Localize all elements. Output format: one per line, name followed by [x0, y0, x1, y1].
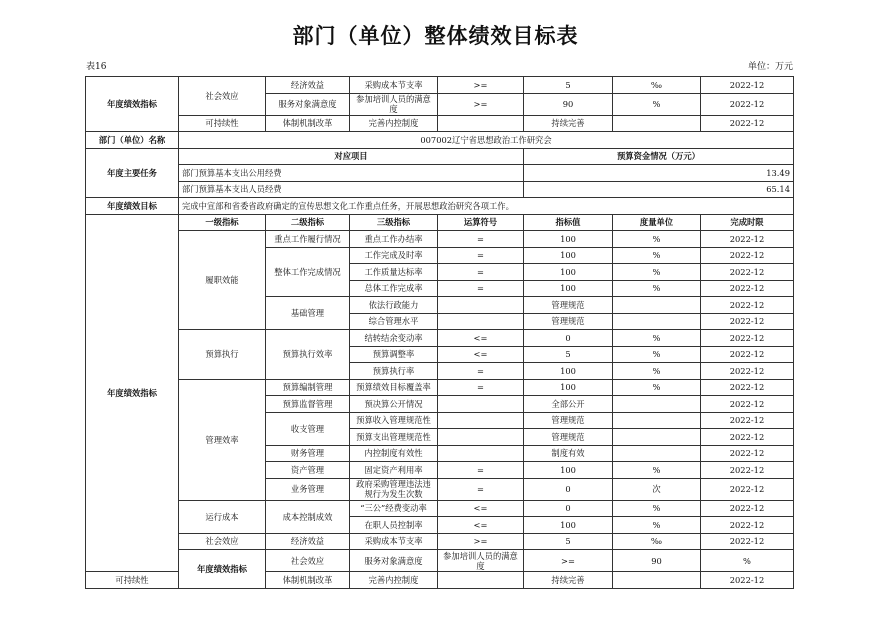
level2-cell: 预算监督管理	[266, 396, 350, 413]
cell: 预算收入管理规范性	[350, 412, 438, 429]
cell: 采购成本节支率	[350, 533, 438, 550]
cell: 参加培训人员的满意度	[438, 550, 524, 572]
cell: 0	[524, 330, 613, 347]
cell: =	[438, 247, 524, 264]
level2-cell: 成本控制成效	[266, 500, 350, 533]
level1-cell: 社会效应	[179, 533, 266, 550]
cell: >=	[438, 533, 524, 550]
cell: 13.49	[524, 165, 794, 182]
cell: 预算绩效目标覆盖率	[350, 379, 438, 396]
cell: 100	[524, 247, 613, 264]
cell: 固定资产利用率	[350, 462, 438, 479]
cell: 管理规范	[524, 297, 613, 314]
cell: 可持续性	[86, 572, 179, 589]
cell: 5	[524, 77, 613, 94]
cell: 工作完成及时率	[350, 247, 438, 264]
cell: 0	[524, 478, 613, 500]
cell: 预算调整率	[350, 346, 438, 363]
level2-cell: 收支管理	[266, 412, 350, 445]
cell: 持续完善	[524, 572, 613, 589]
cell: 2022-12	[701, 346, 794, 363]
cell: %	[613, 264, 701, 281]
cell: 经济效益	[266, 77, 350, 94]
cell: 体制机制改革	[266, 115, 350, 132]
row-label: 部门（单位）名称	[86, 132, 179, 149]
level1-cell: 管理效率	[179, 379, 266, 500]
cell: ‰	[613, 533, 701, 550]
table-row	[86, 231, 794, 248]
cell: 2022-12	[701, 429, 794, 446]
table-row	[86, 148, 794, 165]
cell: 体制机制改革	[266, 572, 350, 589]
cell	[613, 396, 701, 413]
dept-name: 007002辽宁省思想政治工作研究会	[179, 132, 794, 149]
level1-cell: 履职效能	[179, 231, 266, 330]
cell	[438, 445, 524, 462]
cell: <=	[438, 330, 524, 347]
cell: 持续完善	[524, 115, 613, 132]
cell: 5	[524, 346, 613, 363]
cell: 管理规范	[524, 313, 613, 330]
cell: 社会效应	[179, 77, 266, 116]
column-header: 一级指标	[179, 214, 266, 231]
cell: 2022-12	[701, 379, 794, 396]
table-row	[86, 77, 794, 94]
cell	[438, 429, 524, 446]
table-row	[86, 533, 794, 550]
column-header: 二级指标	[266, 214, 350, 231]
cell: 服务对象满意度	[350, 550, 438, 572]
cell: 2022-12	[701, 478, 794, 500]
column-header: 运算符号	[438, 214, 524, 231]
cell: 100	[524, 363, 613, 380]
cell: 内控制度有效性	[350, 445, 438, 462]
cell: 2022-12	[701, 93, 794, 115]
cell: %	[613, 247, 701, 264]
cell: <=	[438, 346, 524, 363]
cell: 社会效应	[266, 550, 350, 572]
cell: >=	[524, 550, 613, 572]
table-row	[86, 132, 794, 149]
cell: >=	[438, 77, 524, 94]
cell: 2022-12	[701, 231, 794, 248]
cell: 2022-12	[701, 462, 794, 479]
cell: 2022-12	[701, 533, 794, 550]
column-header: 三级指标	[350, 214, 438, 231]
cell: 5	[524, 533, 613, 550]
cell: 100	[524, 462, 613, 479]
cell: ‰	[613, 77, 701, 94]
cell: 100	[524, 264, 613, 281]
row-label: 年度绩效指标	[86, 77, 179, 132]
cell: 2022-12	[701, 412, 794, 429]
cell: 在职人员控制率	[350, 517, 438, 534]
table-row	[86, 214, 794, 231]
cell: >=	[438, 93, 524, 115]
level2-cell: 重点工作履行情况	[266, 231, 350, 248]
cell: =	[438, 280, 524, 297]
column-header: 指标值	[524, 214, 613, 231]
cell: 2022-12	[701, 297, 794, 314]
cell: 依法行政能力	[350, 297, 438, 314]
cell: =	[438, 379, 524, 396]
cell: 100	[524, 231, 613, 248]
column-header: 对应项目	[179, 148, 524, 165]
row-label: 年度主要任务	[86, 148, 179, 198]
cell: 90	[524, 93, 613, 115]
level1-cell: 运行成本	[179, 500, 266, 533]
cell	[613, 115, 701, 132]
cell: 工作质量达标率	[350, 264, 438, 281]
cell: %	[613, 500, 701, 517]
cell	[438, 297, 524, 314]
cell: 2022-12	[701, 77, 794, 94]
cell: 完善内控制度	[350, 115, 438, 132]
table-row	[86, 198, 794, 215]
cell: 65.14	[524, 181, 794, 198]
cell: 90	[613, 550, 701, 572]
cell: 2022-12	[701, 445, 794, 462]
table-row	[86, 500, 794, 517]
level2-cell: 经济效益	[266, 533, 350, 550]
level2-cell: 预算执行效率	[266, 330, 350, 380]
column-header: 预算资金情况（万元）	[524, 148, 794, 165]
cell: 次	[613, 478, 701, 500]
cell: 综合管理水平	[350, 313, 438, 330]
cell: 2022-12	[701, 330, 794, 347]
row-label: 年度绩效指标	[179, 550, 266, 589]
level2-cell: 财务管理	[266, 445, 350, 462]
cell: %	[613, 280, 701, 297]
cell: %	[613, 231, 701, 248]
table-number: 表16	[86, 62, 107, 72]
cell: <=	[438, 500, 524, 517]
cell: =	[438, 462, 524, 479]
cell: 制度有效	[524, 445, 613, 462]
cell: =	[438, 231, 524, 248]
performance-table	[85, 76, 794, 589]
cell: 管理规范	[524, 412, 613, 429]
cell	[613, 297, 701, 314]
cell: %	[613, 346, 701, 363]
level2-cell: 业务管理	[266, 478, 350, 500]
cell: =	[438, 478, 524, 500]
cell	[613, 412, 701, 429]
page-title: 部门（单位）整体绩效目标表	[292, 23, 579, 48]
cell: 政府采购管理违法违规行为发生次数	[350, 478, 438, 500]
level2-cell: 预算编制管理	[266, 379, 350, 396]
cell: 2022-12	[701, 396, 794, 413]
cell: %	[613, 517, 701, 534]
cell: %	[613, 330, 701, 347]
cell: %	[613, 462, 701, 479]
row-label: 年度绩效指标	[86, 214, 179, 572]
cell: 2022-12	[701, 572, 794, 589]
cell: 结转结余变动率	[350, 330, 438, 347]
cell: 100	[524, 379, 613, 396]
cell: 全部公开	[524, 396, 613, 413]
cell: 100	[524, 280, 613, 297]
cell: 部门预算基本支出公用经费	[179, 165, 524, 182]
cell: <=	[438, 517, 524, 534]
goal-text: 完成中宣部和省委省政府确定的宣传思想文化工作重点任务，开展思想政治研究各项工作。	[179, 198, 794, 215]
cell: 总体工作完成率	[350, 280, 438, 297]
level2-cell: 资产管理	[266, 462, 350, 479]
cell: 2022-12	[701, 264, 794, 281]
cell: 2022-12	[701, 247, 794, 264]
table-row	[86, 165, 794, 182]
cell	[613, 429, 701, 446]
table-row	[86, 550, 794, 572]
cell: %	[613, 363, 701, 380]
cell: 管理规范	[524, 429, 613, 446]
cell: %	[613, 93, 701, 115]
unit-label: 单位：万元	[747, 62, 793, 72]
cell	[613, 445, 701, 462]
cell: 0	[524, 500, 613, 517]
cell: =	[438, 363, 524, 380]
cell: 2022-12	[701, 280, 794, 297]
cell: 2022-12	[701, 517, 794, 534]
cell	[613, 572, 701, 589]
cell	[438, 313, 524, 330]
cell: 采购成本节支率	[350, 77, 438, 94]
cell: 重点工作办结率	[350, 231, 438, 248]
column-header: 完成时限	[701, 214, 794, 231]
cell: 2022-12	[701, 313, 794, 330]
cell: 参加培训人员的满意度	[350, 93, 438, 115]
level1-cell: 预算执行	[179, 330, 266, 380]
cell: 部门预算基本支出人员经费	[179, 181, 524, 198]
cell	[438, 412, 524, 429]
level2-cell: 基础管理	[266, 297, 350, 330]
cell: 预算执行率	[350, 363, 438, 380]
level2-cell: 整体工作完成情况	[266, 247, 350, 297]
cell: “三公”经费变动率	[350, 500, 438, 517]
cell: 预决算公开情况	[350, 396, 438, 413]
cell: =	[438, 264, 524, 281]
cell: 完善内控制度	[350, 572, 438, 589]
cell: %	[701, 550, 794, 572]
cell	[438, 115, 524, 132]
table-row	[86, 181, 794, 198]
cell	[613, 313, 701, 330]
cell	[438, 572, 524, 589]
cell: 2022-12	[701, 500, 794, 517]
cell: %	[613, 379, 701, 396]
table-row	[86, 330, 794, 347]
table-row	[86, 115, 794, 132]
cell: 可持续性	[179, 115, 266, 132]
cell: 服务对象满意度	[266, 93, 350, 115]
cell: 预算支出管理规范性	[350, 429, 438, 446]
cell: 2022-12	[701, 115, 794, 132]
cell: 100	[524, 517, 613, 534]
cell	[438, 396, 524, 413]
row-label: 年度绩效目标	[86, 198, 179, 215]
table-row	[86, 379, 794, 396]
cell: 2022-12	[701, 363, 794, 380]
column-header: 度量单位	[613, 214, 701, 231]
